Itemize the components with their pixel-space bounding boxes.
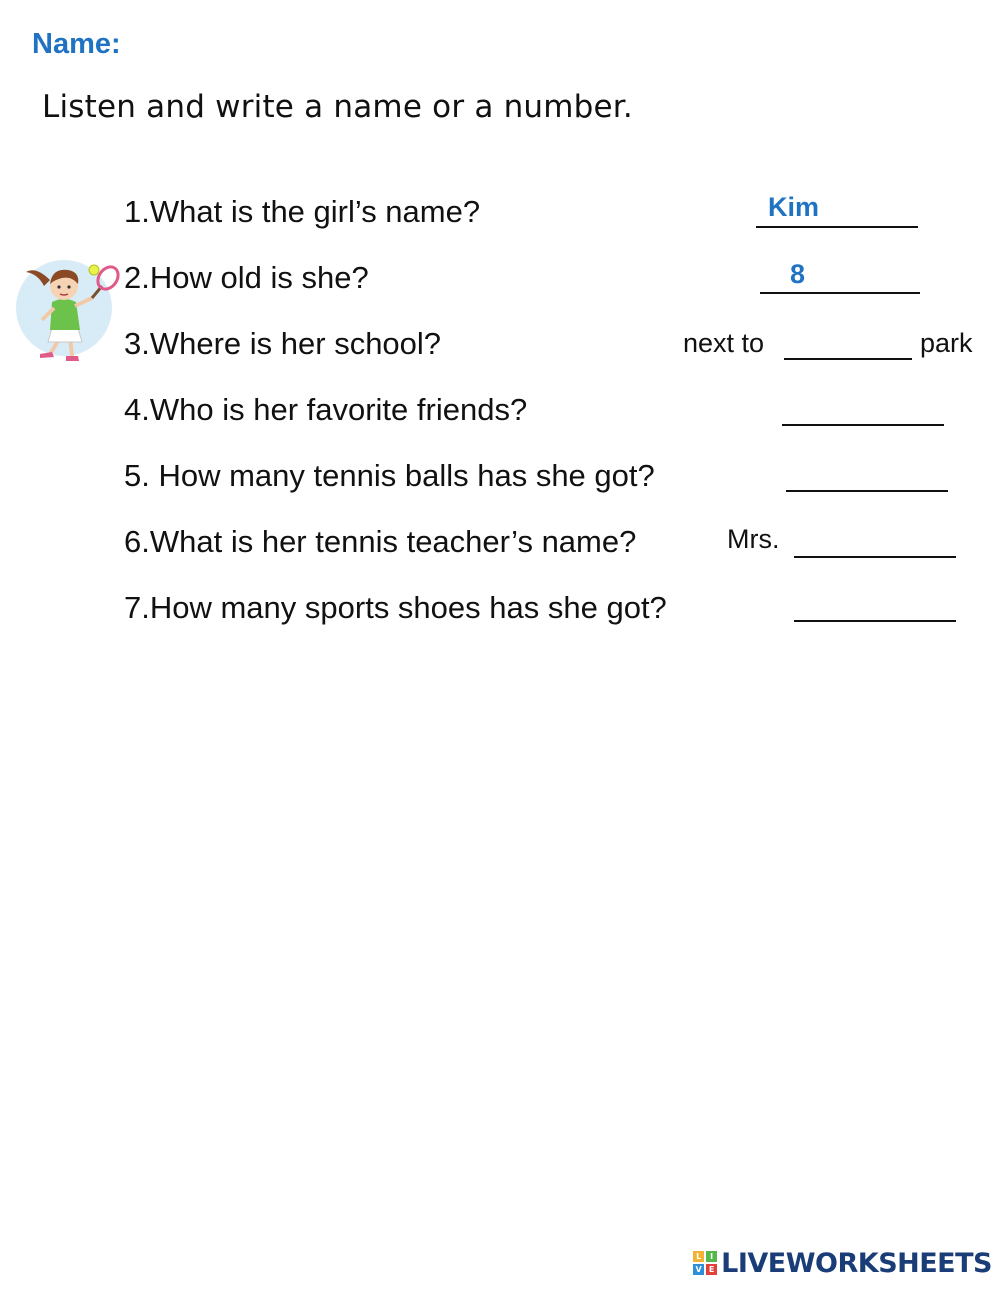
question-number: 6.	[124, 524, 150, 559]
girl-tennis-illustration	[12, 250, 128, 370]
logo-letter: I	[706, 1251, 717, 1262]
question-text: What is the girl’s name?	[149, 194, 481, 229]
logo-letter: E	[706, 1264, 717, 1275]
logo-letter: V	[693, 1264, 704, 1275]
answer-2-value[interactable]: 8	[790, 259, 806, 289]
question-number: 2.	[124, 260, 150, 295]
name-label: Name:	[32, 28, 121, 60]
answer-line-2	[760, 292, 920, 294]
answer-7-input[interactable]	[794, 586, 960, 622]
question-5	[124, 458, 655, 494]
logo-letter: L	[693, 1251, 704, 1262]
answer-3-suffix: park	[920, 328, 973, 358]
question-4	[124, 392, 527, 428]
answer-3-input[interactable]	[784, 324, 916, 360]
answer-3-prefix: next to	[683, 328, 765, 358]
question-number: 4.	[124, 392, 150, 427]
question-text: Where is her school?	[149, 326, 442, 361]
question-number: 7.	[124, 590, 150, 625]
liveworksheets-logo[interactable]	[693, 1247, 992, 1279]
answer-4-input[interactable]	[782, 390, 948, 426]
answer-1-value[interactable]: Kim	[768, 192, 820, 222]
question-text: What is her tennis teacher’s name?	[149, 524, 637, 559]
question-7	[124, 590, 667, 626]
answer-6-input[interactable]	[794, 522, 960, 558]
answer-6-prefix: Mrs.	[727, 524, 780, 554]
question-text: How many tennis balls has she got?	[149, 458, 655, 493]
question-6	[124, 524, 636, 560]
answer-line-1	[756, 226, 918, 228]
question-number: 5.	[124, 458, 150, 493]
question-3	[124, 326, 441, 362]
question-text: How many sports shoes has she got?	[149, 590, 667, 625]
question-number: 3.	[124, 326, 150, 361]
question-number: 1.	[124, 194, 150, 229]
instructions: Listen and write a name or a number.	[42, 89, 633, 125]
question-text: How old is she?	[149, 260, 369, 295]
question-2	[124, 260, 369, 296]
answer-5-input[interactable]	[786, 456, 952, 492]
logo-mark-icon	[693, 1251, 717, 1275]
question-text: Who is her favorite friends?	[149, 392, 528, 427]
brand-name: LIVEWORKSHEETS	[721, 1247, 992, 1279]
question-1	[124, 194, 480, 230]
